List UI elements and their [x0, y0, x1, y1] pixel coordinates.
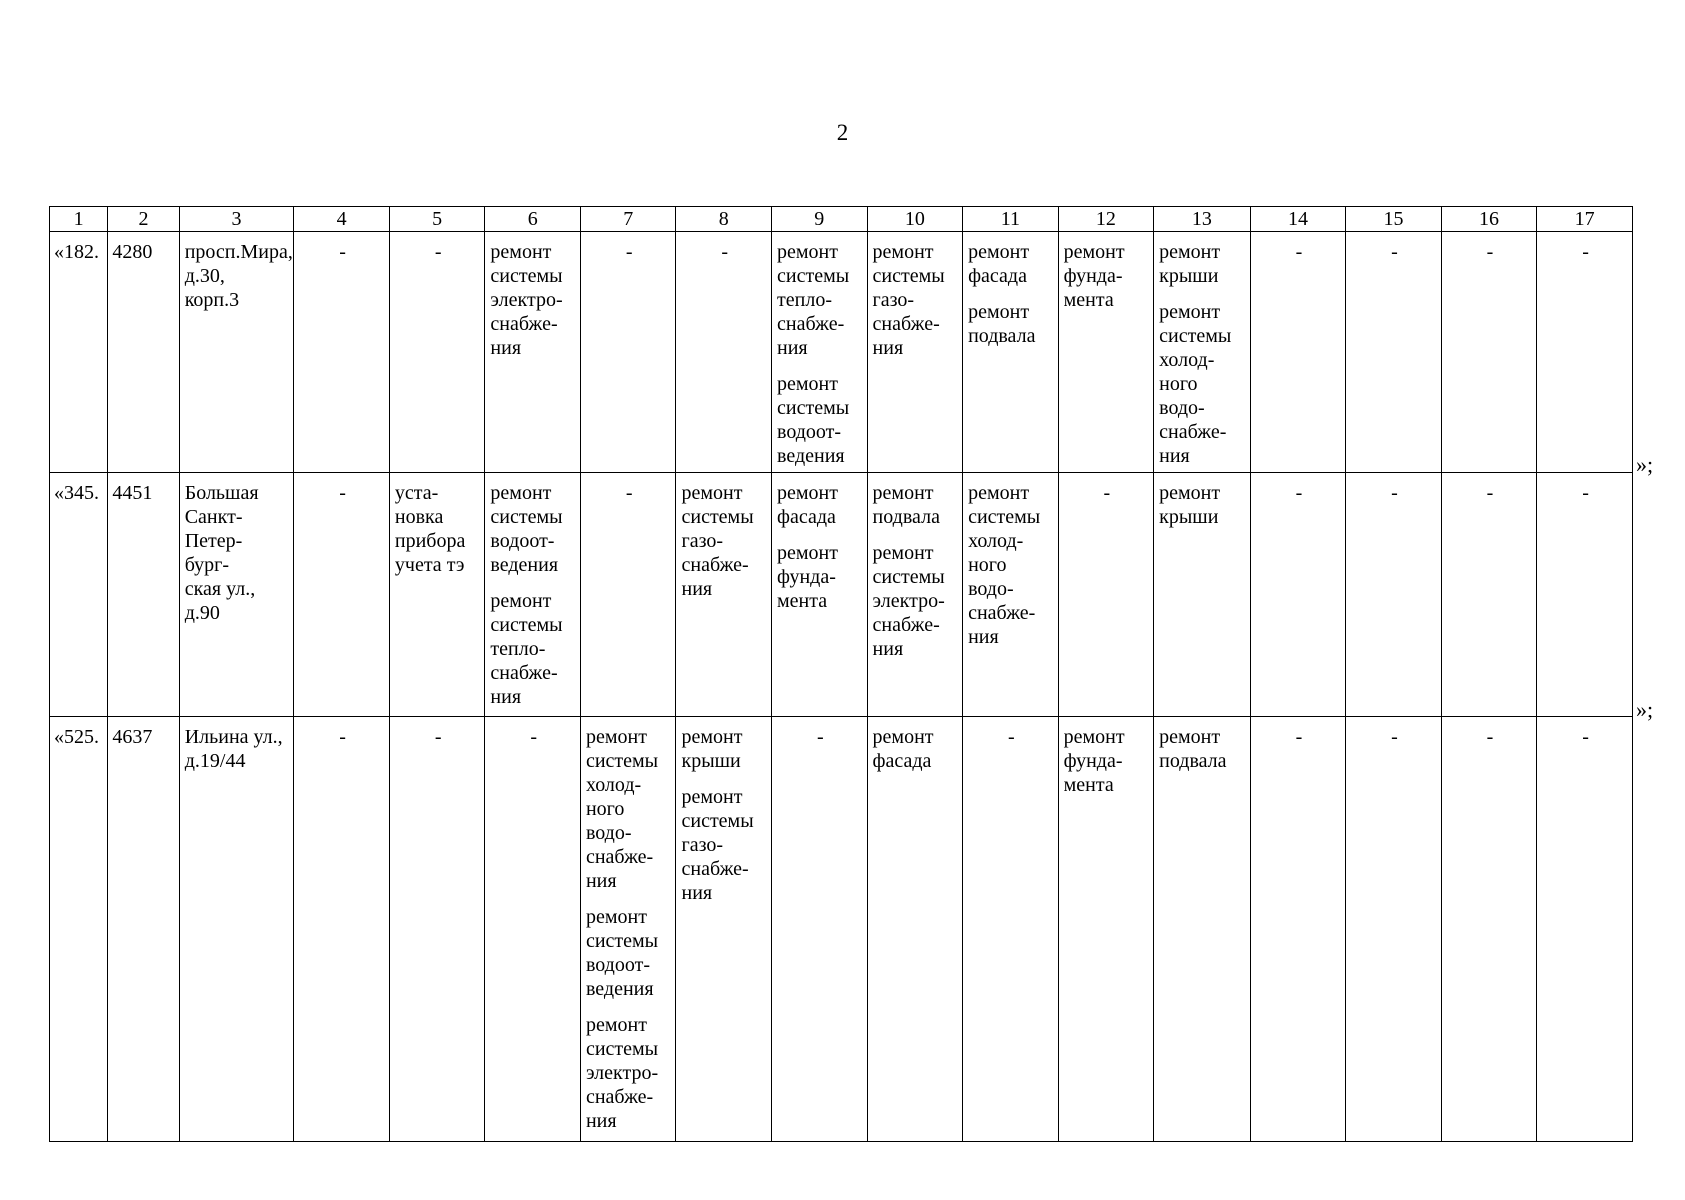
cell-text: «525.: [54, 726, 99, 748]
table-cell: [108, 232, 179, 473]
page-number: 2: [836, 120, 849, 145]
cell-text: ремонт системы водоот- ведения: [777, 373, 850, 467]
column-header: 6: [485, 207, 581, 232]
table-cell: [485, 473, 581, 717]
cell-text: -: [1295, 241, 1303, 263]
cell-text: «345.: [54, 482, 99, 504]
cell-text: 4637: [112, 726, 153, 748]
column-header: 3: [179, 207, 294, 232]
column-header: 17: [1537, 207, 1633, 232]
cell-text: ремонт системы водоот- ведения: [490, 482, 563, 576]
cell-text: ремонт системы водоот- ведения: [585, 906, 659, 1000]
table-cell: [485, 232, 581, 473]
column-header: 13: [1154, 207, 1251, 232]
table-cell: [108, 717, 179, 1142]
table-cell: [179, 232, 294, 473]
cell-text: 4280: [112, 241, 153, 263]
cell-text: -: [530, 726, 538, 748]
cell-text: ремонт фасада: [872, 726, 934, 772]
cell-text: ремонт системы газо- снабже- ния: [681, 482, 754, 600]
cell-text: Большая Санкт- Петер- бург- ская ул., д.90: [184, 482, 259, 624]
table-cell: [1154, 473, 1251, 717]
table-cell: [1250, 473, 1346, 717]
table-cell: [772, 232, 868, 473]
cell-text: ремонт фунда- мента: [1063, 726, 1125, 796]
table-cell: [50, 232, 108, 473]
row-closing-mark: »;: [1636, 697, 1654, 722]
cell-text: -: [1391, 726, 1398, 748]
column-header: 16: [1441, 207, 1537, 232]
repair-schedule-table: [49, 206, 1633, 1142]
table-cell: [676, 717, 772, 1142]
table-cell: [1154, 717, 1251, 1142]
cell-text: -: [816, 726, 824, 748]
table-cell: [389, 473, 485, 717]
table-cell: [1537, 717, 1633, 1142]
table-cell: [676, 473, 772, 717]
cell-text: ремонт крыши: [1159, 241, 1221, 287]
column-header: 1: [50, 207, 108, 232]
cell-text: -: [1582, 482, 1589, 504]
table-cell: [1058, 717, 1154, 1142]
table-cell: [1346, 473, 1442, 717]
cell-text: -: [434, 241, 442, 263]
cell-text: -: [1582, 726, 1589, 748]
cell-text: 4451: [112, 482, 153, 504]
cell-text: -: [1391, 241, 1398, 263]
table-row: [50, 473, 1633, 717]
table-cell: [1058, 232, 1154, 473]
table-cell: [1537, 473, 1633, 717]
table-cell: [1250, 717, 1346, 1142]
table-cell: [963, 473, 1059, 717]
table-cell: [1346, 717, 1442, 1142]
cell-text: ремонт крыши: [681, 726, 743, 772]
cell-text: -: [339, 482, 346, 504]
cell-text: ремонт системы газо- снабже- ния: [681, 786, 754, 904]
cell-text: ремонт системы электро- снабже- ния: [585, 1014, 659, 1132]
table-row: [50, 717, 1633, 1142]
table-cell: [772, 473, 868, 717]
cell-text: -: [1103, 482, 1111, 504]
cell-text: -: [721, 241, 729, 263]
table-cell: [580, 473, 676, 717]
table-cell: [179, 717, 294, 1142]
table-cell: [485, 717, 581, 1142]
cell-text: -: [1391, 482, 1398, 504]
table-cell: [580, 232, 676, 473]
table-cell: [963, 717, 1059, 1142]
column-header: 14: [1250, 207, 1346, 232]
cell-text: ремонт фунда- мента: [1063, 241, 1125, 311]
cell-text: ремонт системы холод- ного водо- снабже- ния: [585, 726, 659, 892]
table-cell: [1537, 232, 1633, 473]
column-header: 2: [108, 207, 179, 232]
table-cell: [580, 717, 676, 1142]
cell-text: «182.: [54, 241, 99, 263]
cell-text: ремонт фунда- мента: [777, 542, 838, 612]
column-header: 12: [1058, 207, 1154, 232]
cell-text: -: [625, 241, 633, 263]
table-cell: [867, 232, 963, 473]
cell-text: ремонт системы тепло- снабже- ния: [490, 590, 563, 708]
cell-text: -: [625, 482, 633, 504]
column-header: 8: [676, 207, 772, 232]
cell-text: -: [1582, 241, 1589, 263]
cell-text: -: [1295, 482, 1303, 504]
cell-text: -: [1295, 726, 1303, 748]
cell-text: ремонт системы тепло- снабже- ния: [777, 241, 850, 359]
cell-text: Ильина ул., д.19/44: [184, 726, 283, 772]
table-cell: [963, 232, 1059, 473]
table-cell: [389, 717, 485, 1142]
cell-text: просп.Мира, д.30, корп.3: [184, 241, 293, 311]
cell-text: ремонт крыши: [1159, 482, 1221, 528]
table-cell: [1441, 473, 1537, 717]
table-cell: [1250, 232, 1346, 473]
cell-text: -: [434, 726, 442, 748]
table-cell: [50, 473, 108, 717]
cell-text: -: [1486, 241, 1494, 263]
table-cell: [1058, 473, 1154, 717]
table-cell: [294, 473, 390, 717]
cell-text: ремонт системы газо- снабже- ния: [872, 241, 945, 359]
table-cell: [676, 232, 772, 473]
table-cell: [294, 232, 390, 473]
cell-text: ремонт системы холод- ного водо- снабже- ния: [968, 482, 1041, 648]
cell-text: -: [1486, 482, 1494, 504]
row-closing-mark: »;: [1636, 452, 1654, 477]
table-cell: [867, 717, 963, 1142]
column-header: 9: [772, 207, 868, 232]
table-cell: [867, 473, 963, 717]
column-header: 7: [580, 207, 676, 232]
table-cell: [179, 473, 294, 717]
cell-text: ремонт подвала: [872, 482, 940, 528]
cell-text: -: [1486, 726, 1494, 748]
cell-text: ремонт системы электро- снабже- ния: [872, 542, 945, 660]
table-cell: [1441, 717, 1537, 1142]
cell-text: ремонт фасада: [968, 241, 1030, 287]
table-cell: [1154, 232, 1251, 473]
table-cell: [108, 473, 179, 717]
table-row: [50, 232, 1633, 473]
cell-text: ремонт подвала: [968, 301, 1036, 347]
table-cell: [389, 232, 485, 473]
cell-text: ремонт подвала: [1159, 726, 1227, 772]
column-header: 4: [294, 207, 390, 232]
table-cell: [1441, 232, 1537, 473]
table-cell: [1346, 232, 1442, 473]
cell-text: ремонт системы электро- снабже- ния: [490, 241, 563, 359]
cell-text: -: [1008, 726, 1015, 748]
cell-text: -: [339, 726, 346, 748]
column-header: 15: [1346, 207, 1442, 232]
table-cell: [50, 717, 108, 1142]
cell-text: уста- новка прибора учета тэ: [394, 482, 466, 576]
cell-text: -: [339, 241, 346, 263]
column-header: 5: [389, 207, 485, 232]
column-header: 10: [867, 207, 963, 232]
table-cell: [294, 717, 390, 1142]
cell-text: ремонт системы холод- ного водо- снабже- ния: [1159, 301, 1232, 467]
cell-text: ремонт фасада: [777, 482, 838, 528]
table-cell: [772, 717, 868, 1142]
column-header: 11: [963, 207, 1059, 232]
header-row: [50, 207, 1633, 232]
